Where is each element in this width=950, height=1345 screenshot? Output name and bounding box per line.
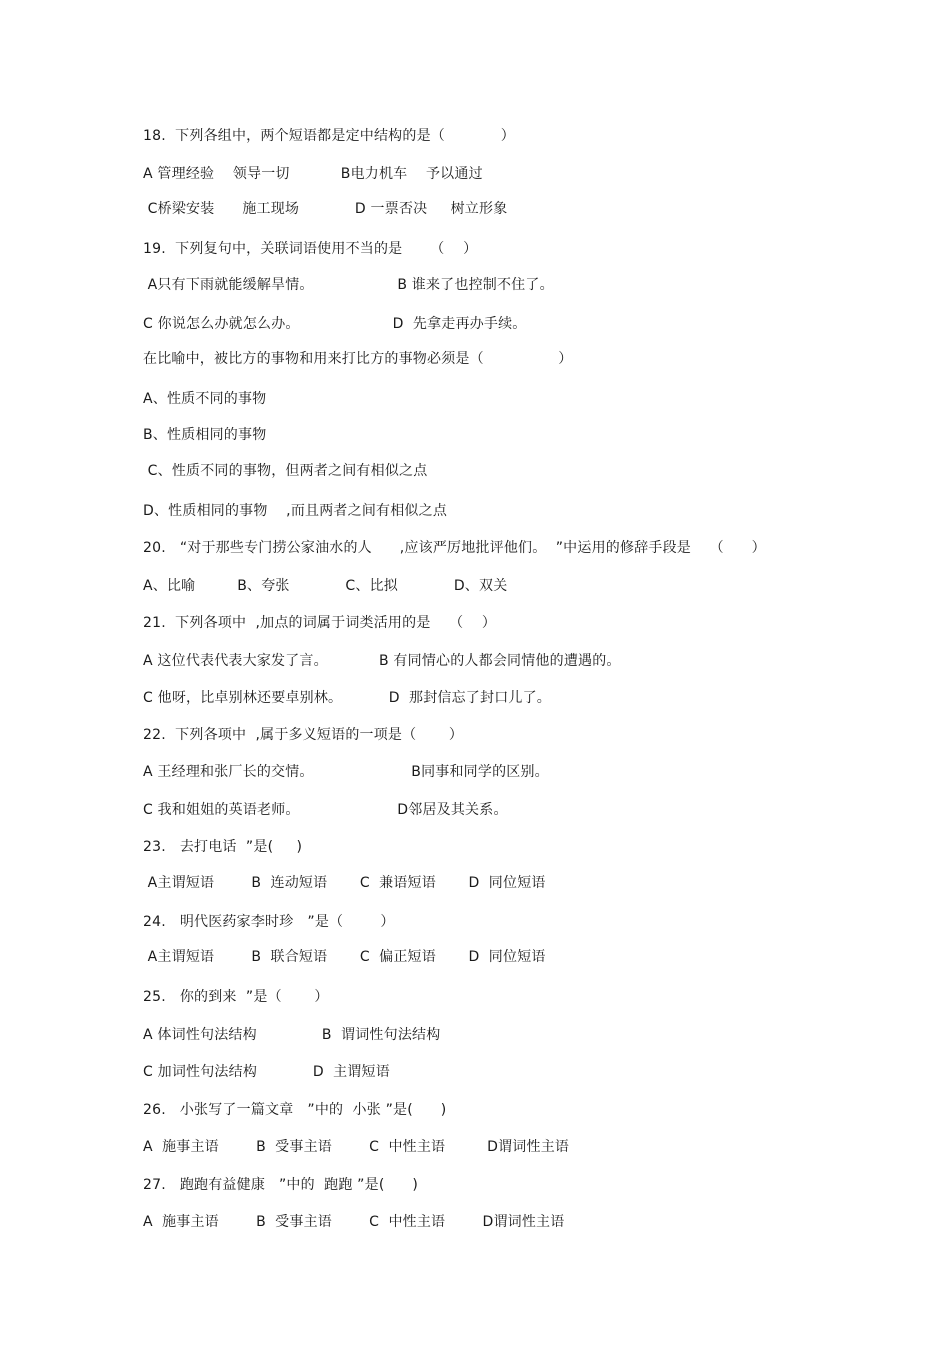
question-25-stem: 25. 你的到来 ”是（ ） xyxy=(143,989,329,1005)
question-22-options-cd: C 我和姐姐的英语老师。 D邻居及其关系。 xyxy=(143,802,508,818)
question-20-stem: 20. “对于那些专门捞公家油水的人 ,应该严厉地批评他们。 ”中运用的修辞手段是 （ ） xyxy=(143,540,766,556)
question-simile-option-c: C、性质不同的事物，但两者之间有相似之点 xyxy=(143,463,428,479)
question-25-options-cd: C 加词性句法结构 D 主谓短语 xyxy=(143,1064,390,1080)
question-22-stem: 22. 下列各项中 ,属于多义短语的一项是（ ） xyxy=(143,727,464,743)
question-24-stem: 24. 明代医药家李时珍 ”是（ ） xyxy=(143,914,395,930)
question-19-options-ab: A只有下雨就能缓解旱情。 B 谁来了也控制不住了。 xyxy=(143,277,554,293)
question-18-stem: 18. 下列各组中，两个短语都是定中结构的是（ ） xyxy=(143,128,515,144)
question-20-options: A、比喻 B、夸张 C、比拟 D、双关 xyxy=(143,578,508,594)
question-23-stem: 23. 去打电话 ”是( ) xyxy=(143,839,303,855)
question-24-options: A主谓短语 B 联合短语 C 偏正短语 D 同位短语 xyxy=(143,949,546,965)
question-19-stem: 19. 下列复句中，关联词语使用不当的是 （ ） xyxy=(143,241,478,257)
question-22-options-ab: A 王经理和张厂长的交情。 B同事和同学的区别。 xyxy=(143,764,549,780)
question-27-options: A 施事主语 B 受事主语 C 中性主语 D谓词性主语 xyxy=(143,1214,565,1230)
question-simile-option-a: A、性质不同的事物 xyxy=(143,391,267,407)
question-simile-stem: 在比喻中，被比方的事物和用来打比方的事物必须是（ ） xyxy=(143,351,573,367)
question-21-stem: 21. 下列各项中 ,加点的词属于词类活用的是 （ ） xyxy=(143,615,497,631)
question-simile-option-b: B、性质相同的事物 xyxy=(143,427,267,443)
question-21-options-cd: C 他呀，比卓别林还要卓别林。 D 那封信忘了封口儿了。 xyxy=(143,690,552,706)
question-26-options: A 施事主语 B 受事主语 C 中性主语 D谓词性主语 xyxy=(143,1139,570,1155)
question-18-options-cd: C桥梁安装 施工现场 D 一票否决 树立形象 xyxy=(143,201,508,217)
question-simile-option-d: D、性质相同的事物 ,而且两者之间有相似之点 xyxy=(143,503,448,519)
question-26-stem: 26. 小张写了一篇文章 ”中的 小张 ”是( ) xyxy=(143,1102,447,1118)
question-18-options-ab: A 管理经验 领导一切 B电力机车 予以通过 xyxy=(143,166,483,182)
question-19-options-cd: C 你说怎么办就怎么办。 D 先拿走再办手续。 xyxy=(143,316,527,332)
question-23-options: A主谓短语 B 连动短语 C 兼语短语 D 同位短语 xyxy=(143,875,546,891)
question-25-options-ab: A 体词性句法结构 B 谓词性句法结构 xyxy=(143,1027,441,1043)
question-27-stem: 27. 跑跑有益健康 ”中的 跑跑 ”是( ) xyxy=(143,1177,419,1193)
question-21-options-ab: A 这位代表代表大家发了言。 B 有同情心的人都会同情他的遭遇的。 xyxy=(143,653,621,669)
